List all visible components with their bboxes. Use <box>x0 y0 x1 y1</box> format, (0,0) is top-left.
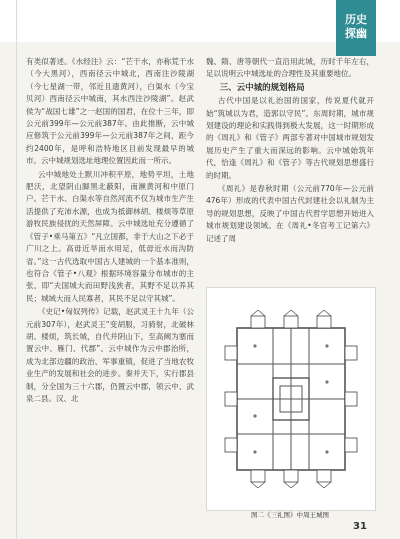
body-paragraph: 《史记•匈奴列传》记载，赵武灵王十九年（公元前307年），赵武灵王“变胡服，习骑射，北破林胡、楼烦，筑长城，自代并阴山下，至高阙为塞而置云中、雁门、代郡”。云中城作为云中郡治所，成为北部边疆的政治、军事重镇，促进了当地农牧业生产的发展和社会的进步。秦并天下，实行郡县制，分全国为三十六郡，仍置云中郡，领云中、武泉二县。汉、北 <box>26 307 194 403</box>
left-column <box>26 56 194 406</box>
margin-rule <box>16 0 17 539</box>
section-badge <box>336 0 376 56</box>
figure-caption: 图二《三礼图》中周王城图 <box>251 511 329 519</box>
badge-line-2: 探幽 <box>345 27 367 40</box>
city-plan-drawing <box>207 288 375 510</box>
section-heading: 三、云中城的规划格局 <box>219 82 305 93</box>
body-paragraph: 云中城地处土默川冲积平原，地势平坦，土地肥沃，北望阴山脚黑北蔽阳，南濒黄河和中原门户。芒干水、白渠水等自然河流不仅为城市生产生活提供了充沛水源，也成为抵御林胡、楼烦等草原游牧民族侵扰的天然屏障。云中城选址充分遵循了《管子•乘马第五》“凡立国都，非于大山之下必于广川之上。高毋近旱而水用足，低毋近水而沟防省。”这一古代选取中国古人建城的一个基本准则，也符合《管子•八观》根据环境容量分布城市的主张，即“夫国城大而田野浅狭者，其野不足以养其民；城域大而人民寡者，其民不足以守其城”。 <box>26 169 194 303</box>
badge-line-1: 历史 <box>345 13 367 26</box>
zhou-royal-city-plan-figure <box>206 287 376 511</box>
body-paragraph: 《周礼》是春秋时期（公元前770年—公元前476年）形成的代表中国古代封建社会以礼制为主导的规划思想，反映了中国古代哲学思想开始进入城市规划建设领域。在《周礼•冬官考工记第六》记述了周 <box>206 184 374 243</box>
right-column <box>206 56 374 246</box>
page-number: 31 <box>353 521 367 532</box>
body-paragraph: 古代中国是以礼治国的国家，传说夏代就开始“筑城以为君，造郭以守民”。东周时期，城市规划建设的理论和实践得到极大发展，这一时期形成的《周礼》和《管子》两部专著对中国城市规划发展历史产生了重大而深远的影响。云中城始筑年代，恰逢《周礼》和《管子》等古代规划思想盛行的时期。 <box>206 96 374 180</box>
body-paragraph: 魏、隋、唐等朝代一直沿用此城，历时千年左右，足以说明云中城选址的合理性及其重要地位。 <box>206 57 374 79</box>
body-paragraph: 有类似著述。《水经注》云：“芒干水，亦称荒干水（今大黑河），西南径云中城北，西南注沙陵湖（今七星湖一带，邻近且遗黄河），白渠水（今宝贝河）西南径云中城南，其水西注沙陵湖”。赵武侯为“战国七雄”之一赵国的国君，在位十三年，即公元前399年—公元前387年。由此推断，云中城应修筑于公元前399年—公元前387年之间，距今约2400年，是呼和浩特地区目前发现最早的城市。云中城规划选址地理位置因此而一所示。 <box>26 57 194 166</box>
